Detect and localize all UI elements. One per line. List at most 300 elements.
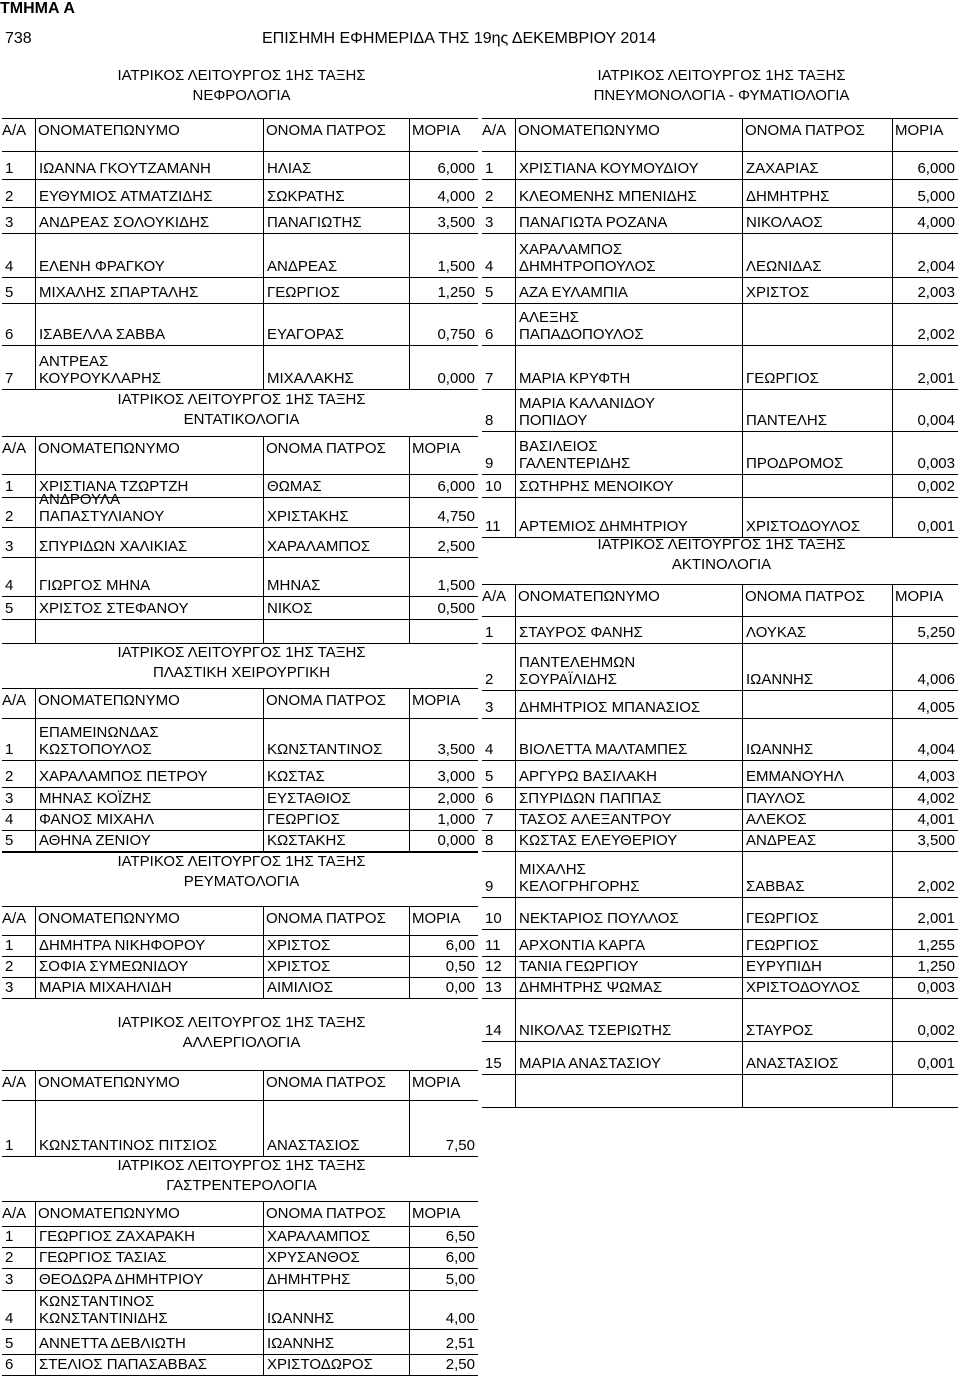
cell-text: ΜΗΝΑΣ bbox=[267, 577, 321, 594]
cell-text: 4 bbox=[5, 1310, 14, 1327]
cell-text: ΛΕΩΝΙΔΑΣ bbox=[746, 258, 822, 275]
cell-name bbox=[516, 851, 743, 897]
specialty-rank: ΙΑΤΡΙΚΟΣ ΛΕΙΤΟΥΡΓΟΣ 1ΗΣ ΤΑΞΗΣ bbox=[117, 1157, 366, 1174]
cell-father bbox=[264, 718, 410, 760]
cell-num bbox=[1, 830, 32, 851]
cell-text: ΓΕΩΡΓΙΟΣ ΤΑΣΙΑΣ bbox=[39, 1249, 167, 1266]
cell-num bbox=[481, 497, 512, 537]
cell-score bbox=[410, 935, 478, 956]
cell-text: ΑΝΔΡΕΑΣ bbox=[746, 832, 817, 849]
cell-father bbox=[743, 929, 893, 956]
cell-text: ΑΡΓΥΡΩ ΒΑΣΙΛΑΚΗ bbox=[519, 768, 657, 785]
cell-father bbox=[264, 303, 410, 345]
table-horizontal-rule bbox=[482, 1107, 958, 1108]
table-horizontal-rule bbox=[2, 998, 478, 999]
cell-name bbox=[36, 151, 264, 179]
cell-score bbox=[893, 929, 958, 956]
cell-num bbox=[481, 830, 512, 851]
table-row bbox=[0, 345, 478, 389]
cell-text: 4,006 bbox=[917, 671, 955, 688]
column-header-score: ΜΟΡΙΑ bbox=[412, 692, 461, 709]
cell-text: ΑΙΜΙΛΙΟΣ bbox=[267, 979, 333, 996]
cell-father bbox=[264, 1268, 410, 1290]
cell-text: ΧΡΙΣΤΟΔΟΥΛΟΣ bbox=[746, 979, 861, 996]
column-header-num: Α/Α bbox=[2, 910, 27, 927]
column-header-name: ΟΝΟΜΑΤΕΠΩΝΥΜΟ bbox=[518, 122, 660, 139]
cell-text: 8 bbox=[485, 412, 494, 429]
cell-name bbox=[36, 557, 264, 596]
column-header-father: ΟΝΟΜΑ ΠΑΤΡΟΣ bbox=[266, 1074, 386, 1091]
cell-text: ΙΩΑΝΝΑ ΓΚΟΥΤΖΑΜΑΝΗ bbox=[39, 160, 211, 177]
cell-text: 1 bbox=[5, 937, 14, 954]
cell-num bbox=[481, 474, 512, 497]
cell-text: 3 bbox=[5, 790, 14, 807]
cell-text: ΤΑΝΙΑ ΓΕΩΡΓΙΟΥ bbox=[519, 958, 639, 975]
cell-text: ΝΕΚΤΑΡΙΟΣ ΠΟΥΛΛΟΣ bbox=[519, 910, 679, 927]
cell-father bbox=[264, 179, 410, 207]
cell-text: ΠΑΝΑΓΙΩΤΗΣ bbox=[267, 214, 362, 231]
table-row bbox=[480, 1041, 958, 1074]
table-row bbox=[480, 389, 958, 431]
cell-score bbox=[410, 345, 478, 389]
table-row bbox=[0, 491, 478, 527]
cell-num bbox=[481, 956, 512, 977]
cell-name bbox=[36, 277, 264, 303]
cell-text: 3 bbox=[485, 214, 494, 231]
cell-father bbox=[264, 977, 410, 998]
cell-text: 15 bbox=[485, 1055, 502, 1072]
cell-text: ΠΡΟΔΡΟΜΟΣ bbox=[746, 455, 844, 472]
table-row bbox=[480, 431, 958, 474]
cell-score bbox=[893, 718, 958, 760]
cell-text: 6 bbox=[5, 326, 14, 343]
cell-text: ΑΛΕΞΗΣ ΠΑΠΑΔΟΠΟΥΛΟΣ bbox=[519, 309, 644, 343]
cell-text: ΓΕΩΡΓΙΟΣ bbox=[746, 910, 819, 927]
cell-text: 0,003 bbox=[917, 455, 955, 472]
cell-text: 6 bbox=[485, 326, 494, 343]
cell-score bbox=[410, 557, 478, 596]
table-row bbox=[480, 977, 958, 998]
cell-score bbox=[410, 977, 478, 998]
table-row bbox=[480, 787, 958, 809]
specialty-rank: ΙΑΤΡΙΚΟΣ ΛΕΙΤΟΥΡΓΟΣ 1ΗΣ ΤΑΞΗΣ bbox=[117, 1014, 366, 1031]
table-row bbox=[0, 1354, 478, 1375]
cell-score bbox=[893, 690, 958, 718]
cell-text: 1,500 bbox=[437, 258, 475, 275]
cell-name bbox=[36, 1226, 264, 1247]
specialty-title bbox=[52, 1156, 432, 1196]
cell-father bbox=[743, 851, 893, 897]
cell-text: 0,001 bbox=[917, 1055, 955, 1072]
cell-num bbox=[1, 1100, 32, 1156]
cell-text: ΔΗΜΗΤΡΗΣ ΨΩΜΑΣ bbox=[519, 979, 663, 996]
cell-text: ΙΩΑΝΝΗΣ bbox=[267, 1310, 335, 1327]
cell-father bbox=[743, 277, 893, 303]
cell-text: ΠΑΝΤΕΛΗΣ bbox=[746, 412, 827, 429]
cell-score bbox=[893, 151, 958, 179]
section-header: ΤΜΗΜΑ Α bbox=[0, 0, 75, 17]
cell-name bbox=[36, 1354, 264, 1375]
cell-text: 9 bbox=[485, 878, 494, 895]
cell-text: ΣΠΥΡΙΔΩΝ ΧΑΛΙΚΙΑΣ bbox=[39, 538, 188, 555]
cell-text: 4 bbox=[5, 811, 14, 828]
cell-num bbox=[481, 690, 512, 718]
cell-text: ΙΩΑΝΝΗΣ bbox=[746, 671, 814, 688]
cell-text: ΣΟΦΙΑ ΣΥΜΕΩΝΙΔΟΥ bbox=[39, 958, 189, 975]
cell-text: 0,000 bbox=[437, 832, 475, 849]
cell-text: 2,004 bbox=[917, 258, 955, 275]
table-row bbox=[480, 233, 958, 277]
table-horizontal-rule bbox=[2, 1375, 478, 1376]
cell-score bbox=[410, 787, 478, 809]
cell-father bbox=[743, 809, 893, 830]
cell-text: 2 bbox=[5, 1249, 14, 1266]
cell-text: 3,500 bbox=[917, 832, 955, 849]
cell-text: 0,004 bbox=[917, 412, 955, 429]
cell-text: ΜΗΝΑΣ ΚΟΪΖΗΣ bbox=[39, 790, 152, 807]
cell-father bbox=[264, 151, 410, 179]
cell-text: 6,000 bbox=[437, 478, 475, 495]
cell-text: ΗΛΙΑΣ bbox=[267, 160, 312, 177]
cell-score bbox=[410, 1268, 478, 1290]
cell-father bbox=[264, 233, 410, 277]
specialty-name: ΑΚΤΙΝΟΛΟΓΙΑ bbox=[671, 556, 772, 573]
cell-father bbox=[743, 787, 893, 809]
column-header-num: Α/Α bbox=[2, 440, 27, 457]
cell-text: ΧΑΡΑΛΑΜΠΟΣ ΠΕΤΡΟΥ bbox=[39, 768, 208, 785]
table-row bbox=[480, 303, 958, 345]
cell-text: 4 bbox=[5, 577, 14, 594]
specialty-name: ΓΑΣΤΡΕΝΤΕΡΟΛΟΓΙΑ bbox=[166, 1177, 317, 1194]
cell-father bbox=[264, 1100, 410, 1156]
table-row bbox=[480, 345, 958, 389]
cell-text: 2 bbox=[485, 188, 494, 205]
cell-father bbox=[264, 557, 410, 596]
table-row bbox=[0, 179, 478, 207]
cell-name bbox=[36, 345, 264, 389]
cell-num bbox=[1, 787, 32, 809]
cell-text: ΕΥΣΤΑΘΙΟΣ bbox=[267, 790, 351, 807]
column-header-score: ΜΟΡΙΑ bbox=[412, 910, 461, 927]
cell-score bbox=[410, 527, 478, 557]
cell-score bbox=[410, 497, 478, 527]
cell-score bbox=[893, 897, 958, 929]
cell-num bbox=[1, 1268, 32, 1290]
cell-text: 9 bbox=[485, 455, 494, 472]
cell-name bbox=[36, 233, 264, 277]
cell-father bbox=[743, 151, 893, 179]
cell-name bbox=[516, 929, 743, 956]
table-row bbox=[0, 830, 478, 851]
cell-text: 7,50 bbox=[445, 1137, 475, 1154]
specialty-name: ΕΝΤΑΤΙΚΟΛΟΓΙΑ bbox=[183, 411, 300, 428]
cell-text: 2 bbox=[5, 768, 14, 785]
table-row bbox=[480, 179, 958, 207]
table-row bbox=[480, 616, 958, 643]
cell-text: ΣΤΑΥΡΟΣ ΦΑΝΗΣ bbox=[519, 624, 643, 641]
cell-text: ΣΩΤΗΡΗΣ ΜΕΝΟΙΚΟΥ bbox=[519, 478, 674, 495]
cell-text: ΕΜΜΑΝΟΥΗΛ bbox=[746, 768, 844, 785]
column-header-num: Α/Α bbox=[482, 122, 507, 139]
table-row bbox=[480, 851, 958, 897]
cell-text: ΕΥΑΓΟΡΑΣ bbox=[267, 326, 344, 343]
cell-text: ΧΡΙΣΤΟΣ bbox=[267, 958, 331, 975]
cell-score bbox=[893, 851, 958, 897]
table-row bbox=[480, 897, 958, 929]
cell-text: 1,000 bbox=[437, 811, 475, 828]
cell-num bbox=[1, 1226, 32, 1247]
cell-name bbox=[516, 474, 743, 497]
cell-father bbox=[264, 497, 410, 527]
cell-text: 0,002 bbox=[917, 478, 955, 495]
cell-text: ΧΡΙΣΤΙΑΝΑ ΤΖΩΡΤΖΗ bbox=[39, 478, 189, 495]
cell-text: 2,50 bbox=[445, 1356, 475, 1373]
cell-name bbox=[36, 956, 264, 977]
cell-score bbox=[410, 1100, 478, 1156]
column-header-score: ΜΟΡΙΑ bbox=[895, 588, 944, 605]
cell-name bbox=[516, 497, 743, 537]
cell-score bbox=[410, 956, 478, 977]
cell-text: ΑΝΔΡΕΑΣ bbox=[267, 258, 338, 275]
cell-text: ΕΥΘΥΜΙΟΣ ΑΤΜΑΤΖΙΔΗΣ bbox=[39, 188, 213, 205]
cell-text: ΝΙΚΟΛΑΟΣ bbox=[746, 214, 823, 231]
column-header-name: ΟΝΟΜΑΤΕΠΩΝΥΜΟ bbox=[38, 122, 180, 139]
cell-text: ΧΑΡΑΛΑΜΠΟΣ bbox=[267, 538, 371, 555]
cell-score bbox=[410, 474, 478, 497]
specialty-title bbox=[52, 852, 432, 892]
cell-text: ΧΡΙΣΤΑΚΗΣ bbox=[267, 508, 349, 525]
cell-score bbox=[410, 830, 478, 851]
table-row bbox=[0, 718, 478, 760]
column-header-name: ΟΝΟΜΑΤΕΠΩΝΥΜΟ bbox=[38, 1074, 180, 1091]
cell-text: ΑΝΔΡΟΥΛΑ ΠΑΠΑΣΤΥΛΙΑΝΟΥ bbox=[39, 491, 165, 525]
cell-name bbox=[36, 303, 264, 345]
cell-text: 3 bbox=[5, 1271, 14, 1288]
cell-num bbox=[481, 929, 512, 956]
cell-score bbox=[893, 474, 958, 497]
cell-text: 7 bbox=[485, 811, 494, 828]
cell-name bbox=[516, 277, 743, 303]
cell-text: ΙΣΑΒΕΛΛΑ ΣΑΒΒΑ bbox=[39, 326, 166, 343]
cell-score bbox=[410, 1354, 478, 1375]
cell-num bbox=[1, 809, 32, 830]
cell-score bbox=[893, 431, 958, 474]
cell-text: ΤΑΣΟΣ ΑΛΕΞΑΝΤΡΟΥ bbox=[519, 811, 672, 828]
cell-text: ΜΙΧΑΛΑΚΗΣ bbox=[267, 370, 354, 387]
cell-name bbox=[516, 787, 743, 809]
cell-text: 11 bbox=[485, 518, 501, 535]
specialty-title bbox=[532, 535, 912, 575]
cell-text: 5 bbox=[485, 768, 494, 785]
cell-score bbox=[893, 998, 958, 1041]
cell-text: 0,00 bbox=[445, 979, 475, 996]
table-row bbox=[0, 207, 478, 233]
cell-text: ΣΠΥΡΙΔΩΝ ΠΑΠΠΑΣ bbox=[519, 790, 662, 807]
table-row bbox=[480, 998, 958, 1041]
cell-text: 5,000 bbox=[917, 188, 955, 205]
cell-score bbox=[893, 345, 958, 389]
cell-text: 2,001 bbox=[917, 910, 955, 927]
cell-text: 2,003 bbox=[917, 284, 955, 301]
cell-father bbox=[743, 345, 893, 389]
table-row bbox=[0, 935, 478, 956]
cell-father bbox=[264, 830, 410, 851]
specialty-rank: ΙΑΤΡΙΚΟΣ ΛΕΙΤΟΥΡΓΟΣ 1ΗΣ ΤΑΞΗΣ bbox=[117, 644, 366, 661]
cell-text: 4 bbox=[5, 258, 14, 275]
cell-father bbox=[264, 207, 410, 233]
cell-name bbox=[36, 596, 264, 619]
cell-text: 10 bbox=[485, 478, 502, 495]
column-header-father: ΟΝΟΜΑ ΠΑΤΡΟΣ bbox=[745, 588, 865, 605]
column-header-father: ΟΝΟΜΑ ΠΑΤΡΟΣ bbox=[266, 122, 386, 139]
cell-text: 1 bbox=[485, 624, 494, 641]
cell-num bbox=[481, 179, 512, 207]
cell-father bbox=[743, 998, 893, 1041]
table-row bbox=[0, 233, 478, 277]
column-header-num: Α/Α bbox=[482, 588, 507, 605]
column-header-name: ΟΝΟΜΑΤΕΠΩΝΥΜΟ bbox=[38, 1205, 180, 1222]
cell-text: ΚΩΣΤΑΚΗΣ bbox=[267, 832, 346, 849]
cell-text: 4,005 bbox=[917, 699, 955, 716]
cell-text: 5,00 bbox=[445, 1271, 475, 1288]
specialty-rank: ΙΑΤΡΙΚΟΣ ΛΕΙΤΟΥΡΓΟΣ 1ΗΣ ΤΑΞΗΣ bbox=[117, 391, 366, 408]
cell-text: ΣΑΒΒΑΣ bbox=[746, 878, 805, 895]
cell-score bbox=[893, 389, 958, 431]
cell-text: 1 bbox=[5, 1137, 14, 1154]
cell-text: ΑΡΤΕΜΙΟΣ ΔΗΜΗΤΡΙΟΥ bbox=[519, 518, 688, 535]
cell-text: 5,250 bbox=[917, 624, 955, 641]
cell-num bbox=[1, 151, 32, 179]
cell-text: 6,000 bbox=[437, 160, 475, 177]
cell-father bbox=[743, 830, 893, 851]
cell-text: 12 bbox=[485, 958, 502, 975]
table-row bbox=[0, 527, 478, 557]
table-horizontal-rule bbox=[2, 118, 478, 119]
cell-num bbox=[1, 1247, 32, 1268]
cell-father bbox=[743, 303, 893, 345]
cell-text: ΝΙΚΟΛΑΣ ΤΣΕΡΙΩΤΗΣ bbox=[519, 1022, 672, 1039]
cell-score bbox=[893, 233, 958, 277]
cell-father bbox=[264, 787, 410, 809]
cell-name bbox=[36, 977, 264, 998]
cell-text: 3 bbox=[5, 214, 14, 231]
cell-num bbox=[481, 431, 512, 474]
cell-text: ΠΑΝΤΕΛΕΗΜΩΝ ΣΟΥΡΑΪΛΙΔΗΣ bbox=[519, 654, 636, 688]
cell-text: 2,002 bbox=[917, 326, 955, 343]
cell-score bbox=[893, 956, 958, 977]
cell-text: ΕΛΕΝΗ ΦΡΑΓΚΟΥ bbox=[39, 258, 165, 275]
cell-score bbox=[410, 760, 478, 787]
cell-text: ΓΕΩΡΓΙΟΣ ΖΑΧΑΡΑΚΗ bbox=[39, 1228, 195, 1245]
cell-text: ΧΡΙΣΤΙΑΝΑ ΚΟΥΜΟΥΔΙΟΥ bbox=[519, 160, 699, 177]
cell-text: ΚΩΣΤΑΣ ΕΛΕΥΘΕΡΙΟΥ bbox=[519, 832, 678, 849]
column-header-score: ΜΟΡΙΑ bbox=[412, 1074, 461, 1091]
specialty-title bbox=[52, 1013, 432, 1053]
table-row bbox=[480, 830, 958, 851]
cell-text: ΑΝΑΣΤΑΣΙΟΣ bbox=[746, 1055, 839, 1072]
specialty-title bbox=[52, 66, 432, 106]
cell-text: 4,000 bbox=[917, 214, 955, 231]
cell-text: ΠΑΥΛΟΣ bbox=[746, 790, 806, 807]
cell-name bbox=[36, 787, 264, 809]
cell-text: 4,001 bbox=[917, 811, 955, 828]
cell-name bbox=[36, 809, 264, 830]
cell-name bbox=[36, 1247, 264, 1268]
specialty-name: ΠΛΑΣΤΙΚΗ ΧΕΙΡΟΥΡΓΙΚΗ bbox=[152, 664, 331, 681]
table-horizontal-rule bbox=[2, 436, 478, 437]
cell-text: 6 bbox=[5, 1356, 14, 1373]
table-row bbox=[0, 303, 478, 345]
cell-text: ΔΗΜΗΤΡΑ ΝΙΚΗΦΟΡΟΥ bbox=[39, 937, 206, 954]
cell-text: 1 bbox=[5, 741, 14, 758]
table-row bbox=[480, 690, 958, 718]
cell-father bbox=[264, 760, 410, 787]
column-header-name: ΟΝΟΜΑΤΕΠΩΝΥΜΟ bbox=[38, 910, 180, 927]
cell-father bbox=[743, 616, 893, 643]
cell-num bbox=[1, 303, 32, 345]
cell-text: 4,002 bbox=[917, 790, 955, 807]
cell-father bbox=[743, 956, 893, 977]
cell-text: 10 bbox=[485, 910, 502, 927]
cell-text: ΓΕΩΡΓΙΟΣ bbox=[746, 370, 819, 387]
cell-text: ΚΩΝΣΤΑΝΤΙΝΟΣ bbox=[267, 741, 383, 758]
column-header-name: ΟΝΟΜΑΤΕΠΩΝΥΜΟ bbox=[38, 692, 180, 709]
cell-num bbox=[481, 345, 512, 389]
cell-text: 2,000 bbox=[437, 790, 475, 807]
cell-text: 6,000 bbox=[917, 160, 955, 177]
cell-text: 5 bbox=[5, 600, 14, 617]
cell-text: ΙΩΑΝΝΗΣ bbox=[746, 741, 814, 758]
cell-text: ΧΡΙΣΤΟΣ bbox=[746, 284, 810, 301]
cell-score bbox=[893, 1041, 958, 1074]
cell-father bbox=[743, 690, 893, 718]
cell-score bbox=[410, 1290, 478, 1329]
cell-text: 1,500 bbox=[437, 577, 475, 594]
cell-name bbox=[516, 616, 743, 643]
cell-text: 3,000 bbox=[437, 768, 475, 785]
cell-father bbox=[264, 1354, 410, 1375]
column-header-num: Α/Α bbox=[2, 1074, 27, 1091]
table-row bbox=[0, 787, 478, 809]
table-row bbox=[480, 151, 958, 179]
cell-text: ΚΩΝΣΤΑΝΤΙΝΟΣ ΚΩΝΣΤΑΝΤΙΝΙΔΗΣ bbox=[39, 1293, 168, 1327]
cell-num bbox=[1, 497, 32, 527]
cell-text: ΑΡΧΟΝΤΙΑ ΚΑΡΓΑ bbox=[519, 937, 646, 954]
cell-text: 8 bbox=[485, 832, 494, 849]
cell-text: 3 bbox=[5, 538, 14, 555]
column-header-score: ΜΟΡΙΑ bbox=[895, 122, 944, 139]
specialty-rank: ΙΑΤΡΙΚΟΣ ΛΕΙΤΟΥΡΓΟΣ 1ΗΣ ΤΑΞΗΣ bbox=[117, 67, 366, 84]
cell-father bbox=[264, 1247, 410, 1268]
cell-text: 2,002 bbox=[917, 878, 955, 895]
cell-text: ΒΙΟΛΕΤΤΑ ΜΑΛΤΑΜΠΕΣ bbox=[519, 741, 688, 758]
specialty-name: ΡΕΥΜΑΤΟΛΟΓΙΑ bbox=[183, 873, 300, 890]
cell-num bbox=[481, 151, 512, 179]
cell-text: 4 bbox=[485, 258, 494, 275]
cell-name bbox=[516, 233, 743, 277]
cell-text: 13 bbox=[485, 979, 502, 996]
cell-father bbox=[264, 277, 410, 303]
cell-num bbox=[1, 233, 32, 277]
cell-text: 4 bbox=[485, 741, 494, 758]
cell-name bbox=[516, 643, 743, 690]
cell-num bbox=[481, 389, 512, 431]
cell-text: 1 bbox=[5, 160, 14, 177]
cell-name bbox=[36, 1268, 264, 1290]
cell-text: ΖΑΧΑΡΙΑΣ bbox=[746, 160, 819, 177]
cell-name bbox=[36, 1290, 264, 1329]
cell-score bbox=[410, 1226, 478, 1247]
